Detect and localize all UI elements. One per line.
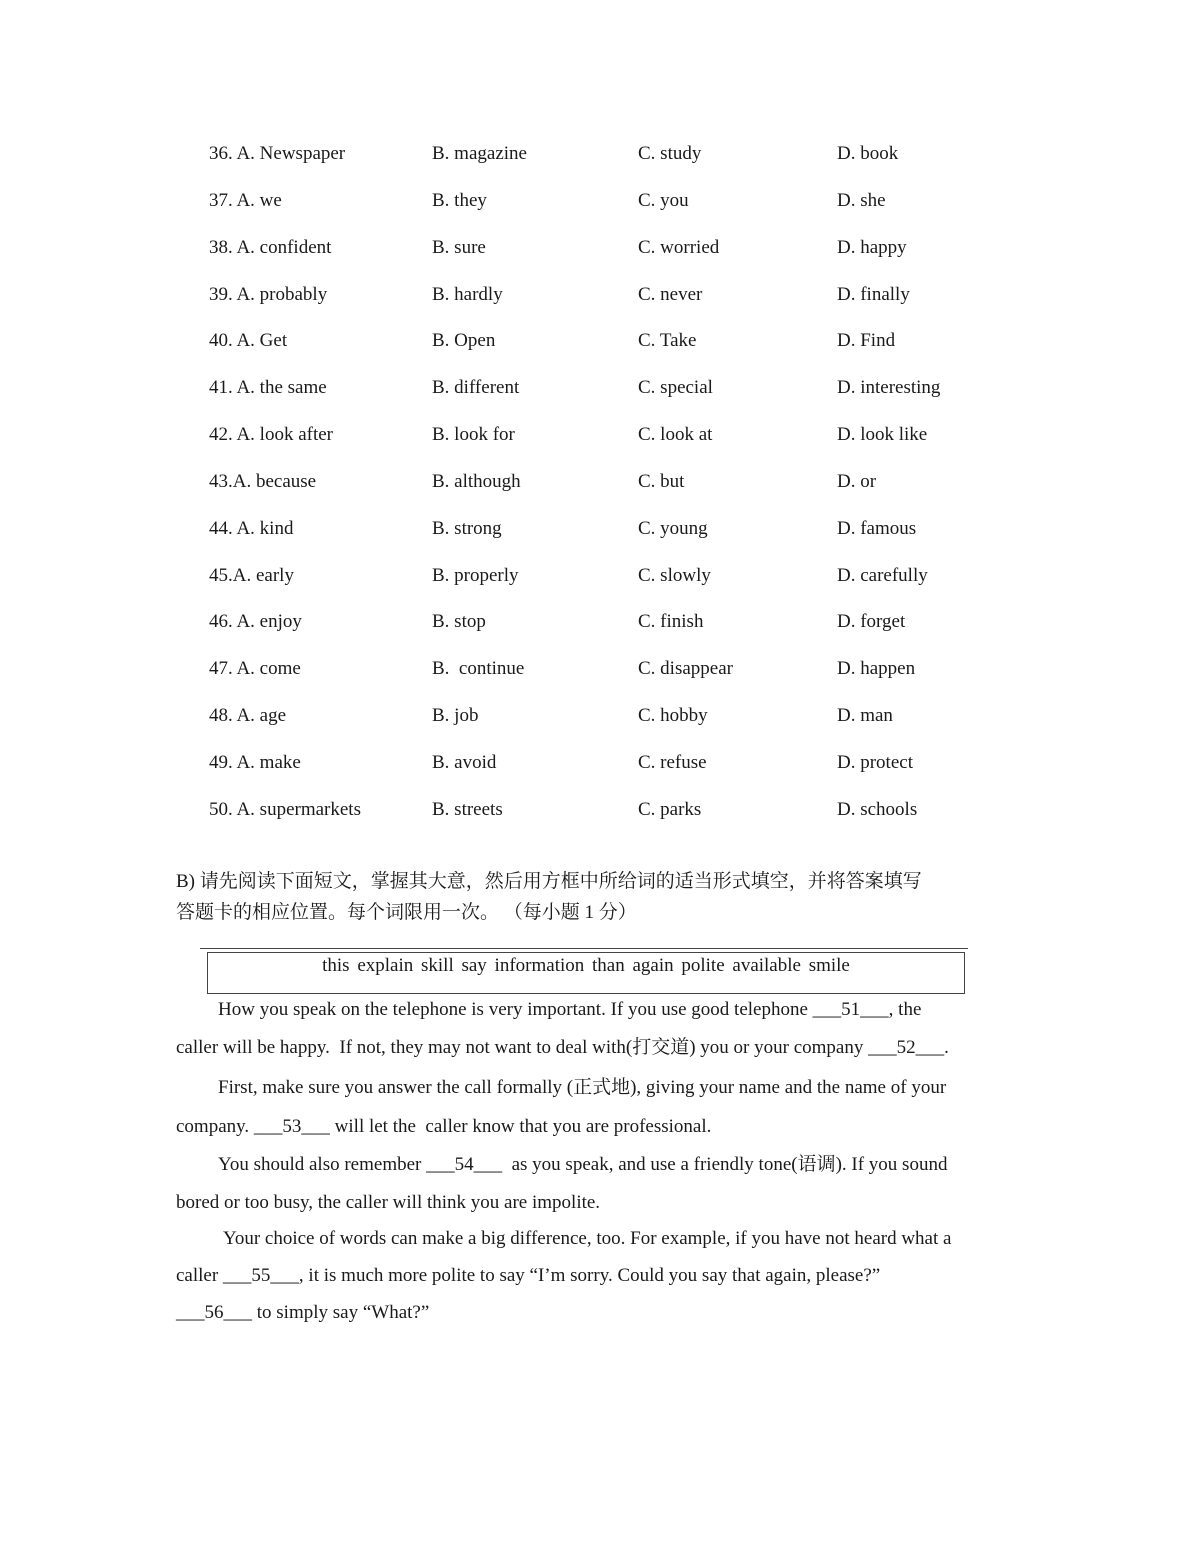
option-a: 45.A. early — [209, 565, 294, 586]
option-row-47 — [0, 654, 1200, 684]
option-b: B. continue — [432, 658, 525, 679]
option-a: 38. A. confident — [209, 237, 332, 258]
option-c: C. you — [638, 190, 689, 211]
option-c: C. hobby — [638, 705, 708, 726]
option-row-46 — [0, 607, 1200, 637]
option-c: C. special — [638, 377, 713, 398]
option-a: 36. A. Newspaper — [209, 143, 346, 164]
option-row-49 — [0, 748, 1200, 778]
option-b: B. strong — [432, 518, 502, 539]
passage-line: company. ___53___ will let the caller know that you are professional. — [176, 1116, 712, 1137]
option-d: D. carefully — [837, 565, 928, 586]
passage-line: caller will be happy. If not, they may not want to deal with(打交道) you or your company ___52___. — [176, 1037, 949, 1058]
option-b: B. stop — [432, 611, 486, 632]
option-row-48 — [0, 701, 1200, 731]
option-a: 41. A. the same — [209, 377, 327, 398]
option-row-44 — [0, 514, 1200, 544]
option-c: C. look at — [638, 424, 713, 445]
option-d: D. forget — [837, 611, 906, 632]
option-c: C. but — [638, 471, 685, 492]
option-row-36 — [0, 139, 1200, 169]
option-d: D. book — [837, 143, 899, 164]
option-d: D. Find — [837, 330, 896, 351]
option-a: 46. A. enjoy — [209, 611, 302, 632]
option-c: C. slowly — [638, 565, 711, 586]
option-b: B. although — [432, 471, 521, 492]
option-row-38 — [0, 233, 1200, 263]
option-a: 43.A. because — [209, 471, 317, 492]
option-d: D. protect — [837, 752, 913, 773]
option-d: D. schools — [837, 799, 918, 820]
option-c: C. study — [638, 143, 702, 164]
option-a: 37. A. we — [209, 190, 282, 211]
option-b: B. avoid — [432, 752, 497, 773]
passage-line: ___56___ to simply say “What?” — [176, 1302, 430, 1323]
option-b: B. streets — [432, 799, 503, 820]
word-box-words: this explain skill say information than again polite available smile — [322, 955, 850, 976]
option-a: 40. A. Get — [209, 330, 288, 351]
option-d: D. happen — [837, 658, 916, 679]
option-c: C. finish — [638, 611, 704, 632]
section-b-instruction-line2: 答题卡的相应位置。每个词限用一次。 （每小题 1 分） — [176, 902, 637, 923]
option-c: C. parks — [638, 799, 702, 820]
option-c: C. worried — [638, 237, 720, 258]
option-c: C. never — [638, 284, 703, 305]
option-b: B. Open — [432, 330, 496, 351]
option-b: B. different — [432, 377, 520, 398]
option-a: 50. A. supermarkets — [209, 799, 361, 820]
passage-line: bored or too busy, the caller will think you are impolite. — [176, 1192, 601, 1213]
option-c: C. Take — [638, 330, 697, 351]
passage-line: You should also remember ___54___ as you speak, and use a friendly tone(语调). If you sound — [218, 1154, 948, 1175]
option-a: 42. A. look after — [209, 424, 334, 445]
option-b: B. properly — [432, 565, 519, 586]
option-a: 47. A. come — [209, 658, 301, 679]
option-d: D. happy — [837, 237, 907, 258]
option-b: B. job — [432, 705, 479, 726]
option-row-40 — [0, 326, 1200, 356]
section-b-instruction-line1: B) 请先阅读下面短文，掌握其大意，然后用方框中所给词的适当形式填空，并将答案填写 — [176, 871, 922, 892]
passage-line: caller ___55___, it is much more polite to say “I’m sorry. Could you say that again, please?” — [176, 1265, 881, 1286]
passage-line: Your choice of words can make a big difference, too. For example, if you have not heard what a — [223, 1228, 952, 1249]
option-c: C. young — [638, 518, 708, 539]
option-a: 39. A. probably — [209, 284, 328, 305]
option-a: 49. A. make — [209, 752, 301, 773]
option-row-41 — [0, 373, 1200, 403]
option-d: D. she — [837, 190, 886, 211]
passage-line: First, make sure you answer the call formally (正式地), giving your name and the name of your — [218, 1077, 947, 1098]
word-box-top-rule — [200, 948, 968, 949]
option-a: 44. A. kind — [209, 518, 294, 539]
option-c: C. refuse — [638, 752, 707, 773]
option-row-45 — [0, 561, 1200, 591]
option-row-50 — [0, 795, 1200, 825]
option-row-42 — [0, 420, 1200, 450]
option-b: B. look for — [432, 424, 515, 445]
option-d: D. interesting — [837, 377, 941, 398]
option-b: B. magazine — [432, 143, 527, 164]
option-row-37 — [0, 186, 1200, 216]
option-d: D. famous — [837, 518, 917, 539]
option-d: D. man — [837, 705, 893, 726]
option-c: C. disappear — [638, 658, 733, 679]
option-row-39 — [0, 280, 1200, 310]
option-row-43 — [0, 467, 1200, 497]
option-a: 48. A. age — [209, 705, 287, 726]
passage-line: How you speak on the telephone is very important. If you use good telephone ___51___, the — [218, 999, 922, 1020]
option-d: D. or — [837, 471, 877, 492]
word-box — [207, 952, 965, 994]
option-b: B. sure — [432, 237, 486, 258]
option-d: D. look like — [837, 424, 928, 445]
option-d: D. finally — [837, 284, 910, 305]
option-b: B. hardly — [432, 284, 503, 305]
option-b: B. they — [432, 190, 487, 211]
